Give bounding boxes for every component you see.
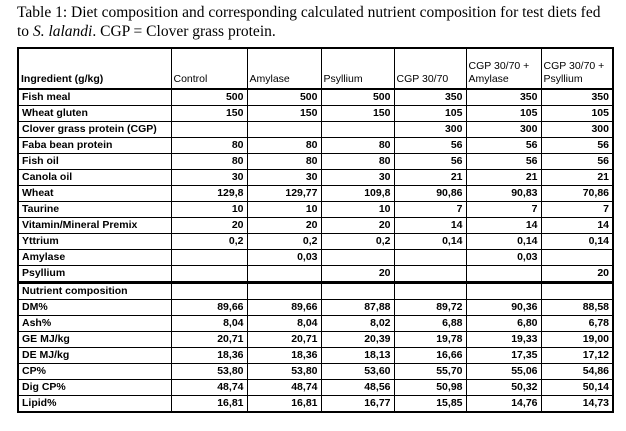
value-cell: 19,78 [394,332,466,348]
row-label: Amylase [18,250,171,266]
section-header-label: Nutrient composition [18,283,171,300]
table-body [18,89,613,412]
value-cell [541,250,613,266]
value-cell [321,250,394,266]
table-row [18,122,613,138]
value-cell: 20 [541,266,613,283]
value-cell: 21 [541,170,613,186]
value-cell: 300 [541,122,613,138]
row-label: Canola oil [18,170,171,186]
value-cell: 20,39 [321,332,394,348]
value-cell: 7 [394,202,466,218]
value-cell: 89,72 [394,300,466,316]
caption-suffix: . CGP = Clover grass protein. [92,22,276,40]
value-cell: 90,83 [466,186,541,202]
value-cell: 300 [394,122,466,138]
value-cell: 56 [466,138,541,154]
value-cell: 80 [321,154,394,170]
column-header-cgp3070-psyllium: CGP 30/70 + Psyllium [541,48,613,89]
value-cell: 18,13 [321,348,394,364]
value-cell: 14 [466,218,541,234]
column-header-cgp3070-amylase: CGP 30/70 + Amylase [466,48,541,89]
value-cell: 105 [541,106,613,122]
column-header-ingredient: Ingredient (g/kg) [18,48,171,89]
value-cell: 0,14 [394,234,466,250]
value-cell: 10 [247,202,321,218]
table-row [18,250,613,266]
value-cell: 56 [394,154,466,170]
value-cell: 50,14 [541,380,613,396]
value-cell [394,283,466,300]
value-cell: 0,14 [541,234,613,250]
value-cell: 90,86 [394,186,466,202]
value-cell: 500 [247,89,321,106]
value-cell: 30 [247,170,321,186]
value-cell: 20 [247,218,321,234]
value-cell: 105 [466,106,541,122]
value-cell: 56 [466,154,541,170]
row-label: Vitamin/Mineral Premix [18,218,171,234]
value-cell: 18,36 [171,348,247,364]
value-cell: 80 [171,154,247,170]
value-cell: 80 [171,138,247,154]
value-cell: 48,74 [171,380,247,396]
row-label: Dig CP% [18,380,171,396]
row-label: Lipid% [18,396,171,413]
value-cell: 350 [466,89,541,106]
value-cell: 20 [171,218,247,234]
value-cell: 88,58 [541,300,613,316]
value-cell: 89,66 [247,300,321,316]
value-cell: 18,36 [247,348,321,364]
caption-prefix: Table 1: Diet composition and corresponding calculated nutrient composition for test diets fed to [17,4,601,40]
row-label: GE MJ/kg [18,332,171,348]
table-row [18,300,613,316]
value-cell: 105 [394,106,466,122]
table-row [18,266,613,283]
row-label: Ash% [18,316,171,332]
value-cell [171,122,247,138]
value-cell: 10 [171,202,247,218]
value-cell: 90,36 [466,300,541,316]
value-cell [541,283,613,300]
row-label: Wheat gluten [18,106,171,122]
value-cell: 53,80 [247,364,321,380]
value-cell: 109,8 [321,186,394,202]
table-row [18,170,613,186]
value-cell: 20,71 [171,332,247,348]
table-row [18,316,613,332]
row-label: CP% [18,364,171,380]
row-label: Taurine [18,202,171,218]
value-cell: 6,78 [541,316,613,332]
value-cell: 80 [321,138,394,154]
table-row [18,380,613,396]
column-header-psyllium: Psyllium [321,48,394,89]
column-header-amylase: Amylase [247,48,321,89]
value-cell: 19,00 [541,332,613,348]
value-cell: 10 [321,202,394,218]
value-cell [321,283,394,300]
table-row [18,202,613,218]
value-cell: 50,32 [466,380,541,396]
table-row [18,234,613,250]
value-cell: 70,86 [541,186,613,202]
value-cell: 0,2 [247,234,321,250]
value-cell: 48,56 [321,380,394,396]
value-cell: 19,33 [466,332,541,348]
value-cell: 53,80 [171,364,247,380]
table-row [18,396,613,413]
value-cell [394,250,466,266]
value-cell: 16,66 [394,348,466,364]
value-cell: 17,12 [541,348,613,364]
value-cell: 8,04 [247,316,321,332]
value-cell: 129,8 [171,186,247,202]
row-label: Clover grass protein (CGP) [18,122,171,138]
value-cell: 6,88 [394,316,466,332]
table-row [18,283,613,300]
value-cell [466,283,541,300]
value-cell: 16,77 [321,396,394,413]
value-cell: 54,86 [541,364,613,380]
table-row [18,218,613,234]
table-header-row [18,48,613,89]
value-cell: 129,77 [247,186,321,202]
diet-composition-table [17,47,614,413]
value-cell: 55,06 [466,364,541,380]
value-cell: 8,02 [321,316,394,332]
table-row [18,186,613,202]
row-label: DE MJ/kg [18,348,171,364]
value-cell: 30 [321,170,394,186]
value-cell [321,122,394,138]
table-caption [17,4,613,41]
value-cell: 14 [541,218,613,234]
species-name: S. lalandi [32,22,93,40]
row-label: Yttrium [18,234,171,250]
table-row [18,348,613,364]
value-cell: 6,80 [466,316,541,332]
value-cell: 56 [394,138,466,154]
value-cell: 0,03 [466,250,541,266]
value-cell: 20 [321,218,394,234]
value-cell: 7 [466,202,541,218]
value-cell: 0,2 [171,234,247,250]
value-cell [247,283,321,300]
value-cell: 55,70 [394,364,466,380]
value-cell: 50,98 [394,380,466,396]
value-cell: 14,73 [541,396,613,413]
value-cell: 150 [321,106,394,122]
value-cell [171,283,247,300]
value-cell: 20,71 [247,332,321,348]
value-cell [466,266,541,283]
value-cell: 0,14 [466,234,541,250]
value-cell: 14,76 [466,396,541,413]
value-cell: 15,85 [394,396,466,413]
table-row [18,154,613,170]
value-cell: 80 [247,138,321,154]
row-label: Fish oil [18,154,171,170]
value-cell: 8,04 [171,316,247,332]
value-cell: 21 [466,170,541,186]
row-label: Wheat [18,186,171,202]
value-cell: 48,74 [247,380,321,396]
value-cell: 350 [394,89,466,106]
table-row [18,106,613,122]
value-cell: 500 [321,89,394,106]
table-row [18,89,613,106]
value-cell [247,266,321,283]
value-cell: 80 [247,154,321,170]
row-label: Psyllium [18,266,171,283]
row-label: DM% [18,300,171,316]
table-row [18,364,613,380]
value-cell: 14 [394,218,466,234]
value-cell: 150 [247,106,321,122]
value-cell: 0,2 [321,234,394,250]
value-cell: 0,03 [247,250,321,266]
value-cell [247,122,321,138]
value-cell [171,266,247,283]
value-cell: 20 [321,266,394,283]
table-row [18,138,613,154]
value-cell: 7 [541,202,613,218]
value-cell: 350 [541,89,613,106]
value-cell: 87,88 [321,300,394,316]
value-cell [171,250,247,266]
value-cell: 56 [541,154,613,170]
row-label: Faba bean protein [18,138,171,154]
row-label: Fish meal [18,89,171,106]
value-cell: 300 [466,122,541,138]
value-cell: 89,66 [171,300,247,316]
value-cell: 53,60 [321,364,394,380]
column-header-cgp3070: CGP 30/70 [394,48,466,89]
column-header-control: Control [171,48,247,89]
value-cell: 150 [171,106,247,122]
value-cell: 16,81 [171,396,247,413]
value-cell [394,266,466,283]
value-cell: 17,35 [466,348,541,364]
value-cell: 30 [171,170,247,186]
value-cell: 16,81 [247,396,321,413]
value-cell: 56 [541,138,613,154]
value-cell: 21 [394,170,466,186]
table-row [18,332,613,348]
value-cell: 500 [171,89,247,106]
